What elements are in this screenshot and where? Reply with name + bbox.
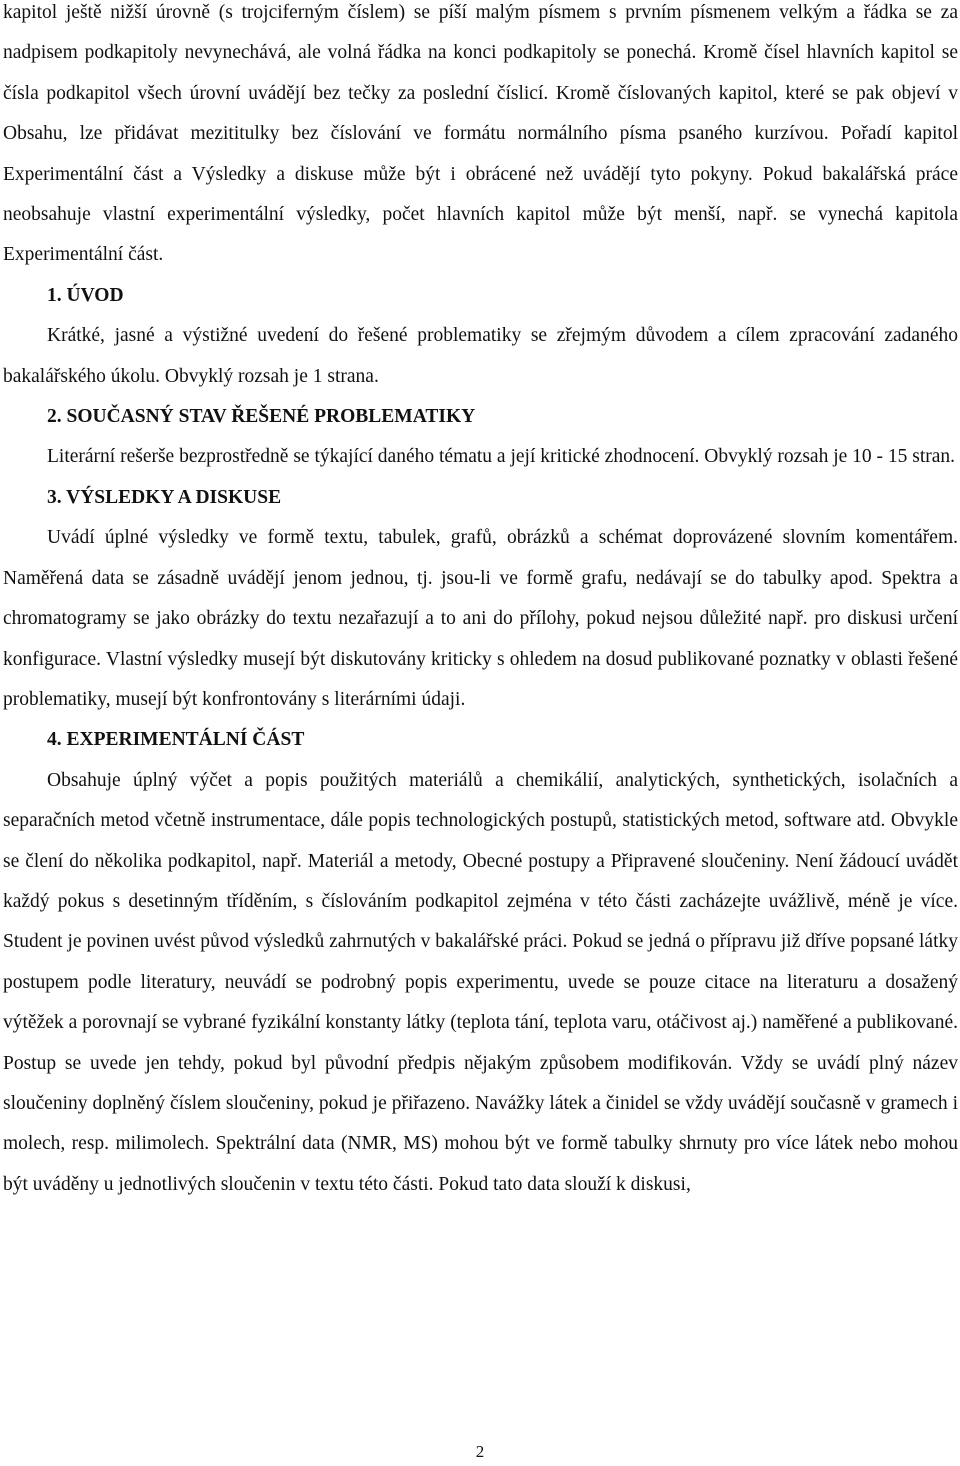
section-heading-vysledky-a-diskuse: 3. VÝSLEDKY A DISKUSE (47, 486, 282, 508)
document-page (3, 0, 958, 1205)
section-paragraph-experimentalni-cast: Obsahuje úplný výčet a popis použitých materiálů a chemikálií, analytických, synthetických, isolačních a separačních metod včetně instrumentace, dále popis technologických postupů, statistických metod, software atd. Obvykle se člení do několika podkapitol, např. Materiál a metody, Obecné postupy a Připravené sloučeniny. Není žádoucí uvádět každý pokus s desetinným tříděním, s číslováním podkapitol zejména v této části zacházejte uvážlivě, méně je více. Student je povinen uvést původ výsledků zahrnutých v bakalářské práci. Pokud se jedná o přípravu již dříve popsané látky postupem podle literatury, neuvádí se podrobný popis experimentu, uvede se pouze citace na literaturu a dosažený výtěžek a porovnají se vybrané fyzikální konstanty látky (teplota tání, teplota varu, otáčivost aj.) naměřené a publikované. Postup se uvede jen tehdy, pokud byl původní předpis nějakým způsobem modifikován. Vždy se uvádí plný název sloučeniny doplněný číslem sloučeniny, pokud je přiřazeno. Navážky látek a činidel se vždy uvádějí současně v gramech i molech, resp. milimolech. Spektrální data (NMR, MS) mohou být ve formě tabulky shrnuty pro více látek nebo mohou být uváděny u jednotlivých sloučenin v textu této části. Pokud tato data slouží k diskusi, (3, 769, 958, 1195)
page-number: 2 (475, 1442, 485, 1461)
section-heading-experimentalni-cast: 4. EXPERIMENTÁLNÍ ČÁST (47, 729, 305, 751)
section-heading-uvod: 1. ÚVOD (47, 284, 124, 306)
section-paragraph-vysledky-a-diskuse: Uvádí úplné výsledky ve formě textu, tabulek, grafů, obrázků a schémat doprovázené slovním komentářem. Naměřená data se zásadně uvádějí jenom jednou, tj. jsou-li ve formě grafu, nedávají se do tabulky apod. Spektra a chromatogramy se jako obrázky do textu nezařazují a to ani do přílohy, pokud nejsou důležité např. pro diskusi určení konfigurace. Vlastní výsledky musejí být diskutovány kriticky s ohledem na dosud publikované poznatky v oblasti řešené problematiky, musejí být konfrontovány s literárními údaji. (3, 527, 958, 710)
section-paragraph-uvod: Krátké, jasné a výstižné uvedení do řešené problematiky se zřejmým důvodem a cílem zpracování zadaného bakalářského úkolu. Obvyklý rozsah je 1 strana. (3, 325, 958, 387)
intro-paragraph: kapitol ještě nižší úrovně (s trojciferným číslem) se píší malým písmem s prvním písmenem velkým a řádka se za nadpisem podkapitoly nevynechává, ale volná řádka na konci podkapitoly se ponechá. Kromě čísel hlavních kapitol se čísla podkapitol všech úrovní uvádějí bez tečky za poslední číslicí. Kromě číslovaných kapitol, které se pak objeví v Obsahu, lze přidávat mezititulky bez číslování ve formátu normálního písma psaného kurzívou. Pořadí kapitol Experimentální část a Výsledky a diskuse může být i obrácené než uvádějí tyto pokyny. Pokud bakalářská práce neobsahuje vlastní experimentální výsledky, počet hlavních kapitol může být menší, např. se vynechá kapitola Experimentální část. (3, 2, 958, 266)
section-paragraph-soucasny-stav: Literární rešerše bezprostředně se týkající daného tématu a její kritické zhodnocení. Obvyklý rozsah je 10 - 15 stran. (47, 446, 956, 468)
section-heading-soucasny-stav: 2. SOUČASNÝ STAV ŘEŠENÉ PROBLEMATIKY (47, 406, 476, 428)
